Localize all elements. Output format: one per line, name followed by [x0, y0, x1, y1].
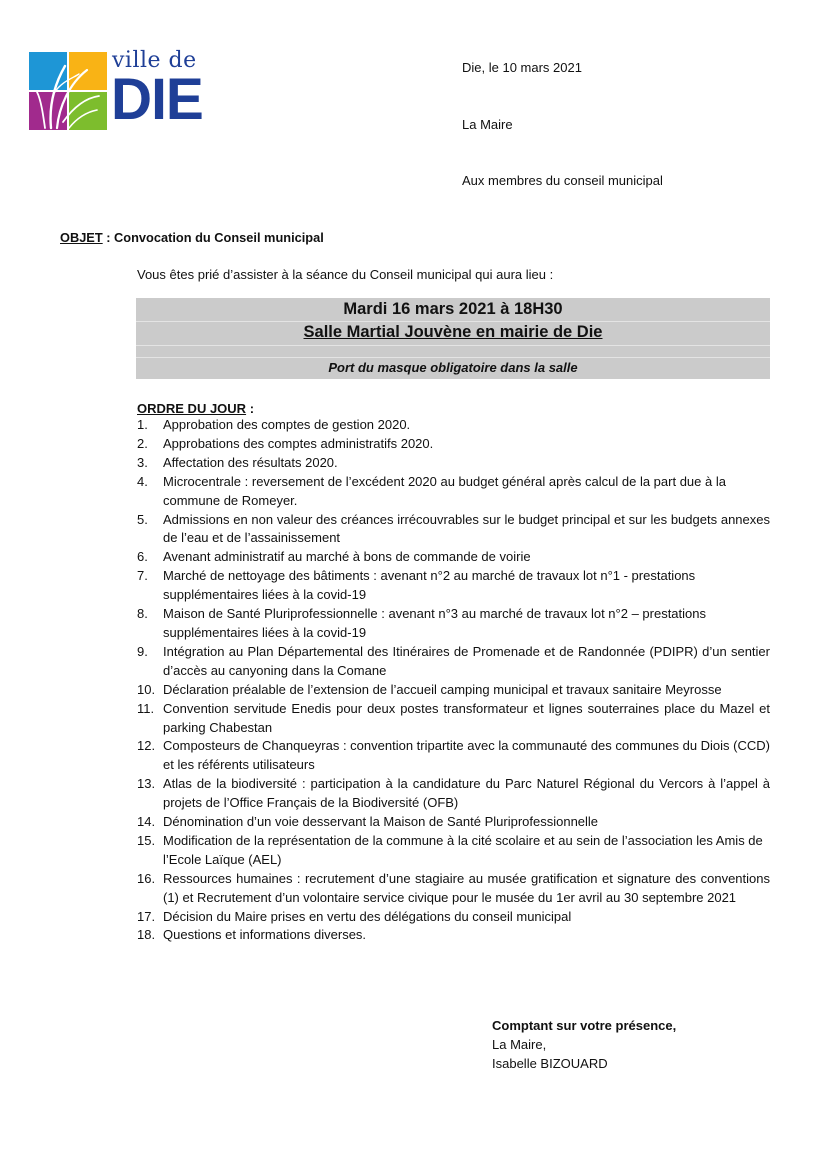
agenda-item — [137, 548, 770, 567]
box-divider — [136, 321, 770, 322]
agenda-item-text: Approbation des comptes de gestion 2020. — [163, 417, 411, 432]
agenda-item-text: Décision du Maire prises en vertu des délégations du conseil municipal — [163, 908, 572, 924]
agenda-item — [137, 775, 770, 813]
recipient: Aux membres du conseil municipal — [462, 173, 663, 188]
intro-text: Vous êtes prié d’assister à la séance du Conseil municipal qui aura lieu : — [137, 267, 554, 282]
agenda-title — [137, 401, 254, 416]
subject-separator: : — [102, 230, 115, 245]
agenda-item-text: Intégration au Plan Départemental des Itinéraires de Promenade et de Randonnée (PDIPR) d’un sentier d’accès au canyoning dans la Comane — [163, 643, 770, 678]
ville-de-die-logo — [29, 48, 209, 132]
agenda-item — [137, 681, 770, 700]
agenda-item — [137, 643, 770, 681]
agenda-item — [137, 926, 770, 945]
agenda-item-number: 5. — [137, 511, 148, 527]
agenda-item-text: Marché de nettoyage des bâtiments : avenant n°2 au marché de travaux lot n°1 - prestations supplémentaires liées à la covid-19 — [163, 568, 696, 603]
agenda-item-text: Dénomination d’un voie desservant la Maison de Santé Pluriprofessionnelle — [163, 814, 599, 830]
agenda-item-number: 1. — [137, 417, 148, 432]
agenda-item-number: 18. — [137, 927, 156, 943]
agenda-item-text: Modification de la représentation de la commune à la cité scolaire et au sein de l’association les Amis de l’Ecole Laïque (AEL) — [163, 832, 763, 867]
agenda-item-text: Approbations des comptes administratifs 2020. — [163, 435, 434, 451]
box-divider — [136, 357, 770, 358]
logo-text-die: DIE — [111, 67, 203, 132]
agenda-item — [137, 832, 770, 870]
agenda-item-number: 13. — [137, 776, 156, 792]
signatory-name: Isabelle BIZOUARD — [492, 1056, 608, 1071]
agenda-item-text: Avenant administratif au marché à bons de commande de voirie — [163, 549, 531, 565]
agenda-item-number: 9. — [137, 643, 148, 659]
agenda-item — [137, 700, 770, 738]
agenda-item — [137, 737, 770, 775]
closing-block — [492, 1016, 676, 1073]
agenda-item-number: 10. — [137, 681, 156, 697]
logo-mark-icon — [29, 52, 107, 130]
agenda-item — [137, 454, 770, 473]
agenda-item-number: 11. — [137, 700, 155, 716]
agenda-item-number: 2. — [137, 435, 148, 451]
agenda-item — [137, 908, 770, 927]
box-divider — [136, 345, 770, 346]
agenda-item-text: Admissions en non valeur des créances irrécouvrables sur le budget principal et sur les budgets annexes de l’eau et de l’assainissement — [163, 511, 770, 546]
agenda-item-number: 12. — [137, 738, 156, 754]
agenda-item-text: Maison de Santé Pluriprofessionnelle : avenant n°3 au marché de travaux lot n°2 – prestations supplémentaires liées à la covid-19 — [163, 606, 706, 640]
agenda-item-number: 4. — [137, 473, 148, 489]
agenda-item-number: 17. — [137, 908, 156, 924]
signatory-title: La Maire, — [492, 1037, 547, 1052]
agenda-title-label: ORDRE DU JOUR — [137, 401, 247, 416]
agenda-item — [137, 813, 770, 832]
meeting-location: Salle Martial Jouvène en mairie de Die — [303, 323, 603, 341]
logo-text-ville-de: ville de — [112, 48, 197, 73]
agenda-item-number: 14. — [137, 814, 156, 830]
agenda-item — [137, 473, 770, 511]
agenda-item — [137, 605, 770, 643]
agenda-item-text: Microcentrale : reversement de l’excédent 2020 au budget général après calcul de la part due à la commune de Romeyer. — [163, 473, 726, 508]
mask-notice: Port du masque obligatoire dans la salle — [328, 360, 578, 375]
agenda-list — [137, 416, 770, 945]
agenda-item-text: Convention servitude Enedis pour deux postes transformateur et lignes souterraines place du Mazel et parking Chabestan — [163, 700, 770, 735]
agenda-item — [137, 870, 770, 908]
agenda-title-suffix: : — [246, 401, 255, 416]
sender: La Maire — [462, 117, 513, 132]
agenda-item — [137, 567, 770, 605]
agenda-item-number: 8. — [137, 606, 148, 622]
agenda-item-number: 16. — [137, 870, 156, 886]
agenda-item-number: 7. — [137, 568, 148, 584]
closing-salutation: Comptant sur votre présence, — [492, 1018, 677, 1033]
agenda-item-text: Affectation des résultats 2020. — [163, 454, 338, 470]
agenda-item — [137, 435, 770, 454]
agenda-item-text: Atlas de la biodiversité : participation à la candidature du Parc Naturel Régional du Vercors à l’appel à projets de l’Office Français de la Biodiversité (OFB) — [163, 776, 770, 811]
agenda-item-number: 3. — [137, 454, 148, 470]
agenda-item-text: Composteurs de Chanqueyras : convention tripartite avec la communauté des communes du Diois (CCD) et les référents utilisateurs — [163, 738, 770, 773]
agenda-item-text: Ressources humaines : recrutement d’une stagiaire au musée gratification et signature des conventions (1) et Recrutement d’un volontaire service civique pour le musée du 1er avril au 30 septembre 2021 — [163, 870, 770, 905]
subject-text: Convocation du Conseil municipal — [114, 230, 324, 245]
date-line: Die, le 10 mars 2021 — [462, 60, 582, 75]
subject-label: OBJET — [60, 230, 103, 245]
agenda-item-number: 15. — [137, 832, 156, 848]
grass-icon — [29, 52, 107, 130]
agenda-item — [137, 416, 770, 435]
meeting-datetime: Mardi 16 mars 2021 à 18H30 — [343, 300, 563, 318]
subject-line — [60, 230, 324, 245]
agenda-item-text: Questions et informations diverses. — [163, 927, 367, 943]
agenda-item — [137, 511, 770, 549]
meeting-info-box — [136, 298, 770, 379]
agenda-item-number: 6. — [137, 549, 148, 565]
agenda-item-text: Déclaration préalable de l’extension de l’accueil camping municipal et travaux sanitaire Meyrosse — [163, 681, 722, 697]
